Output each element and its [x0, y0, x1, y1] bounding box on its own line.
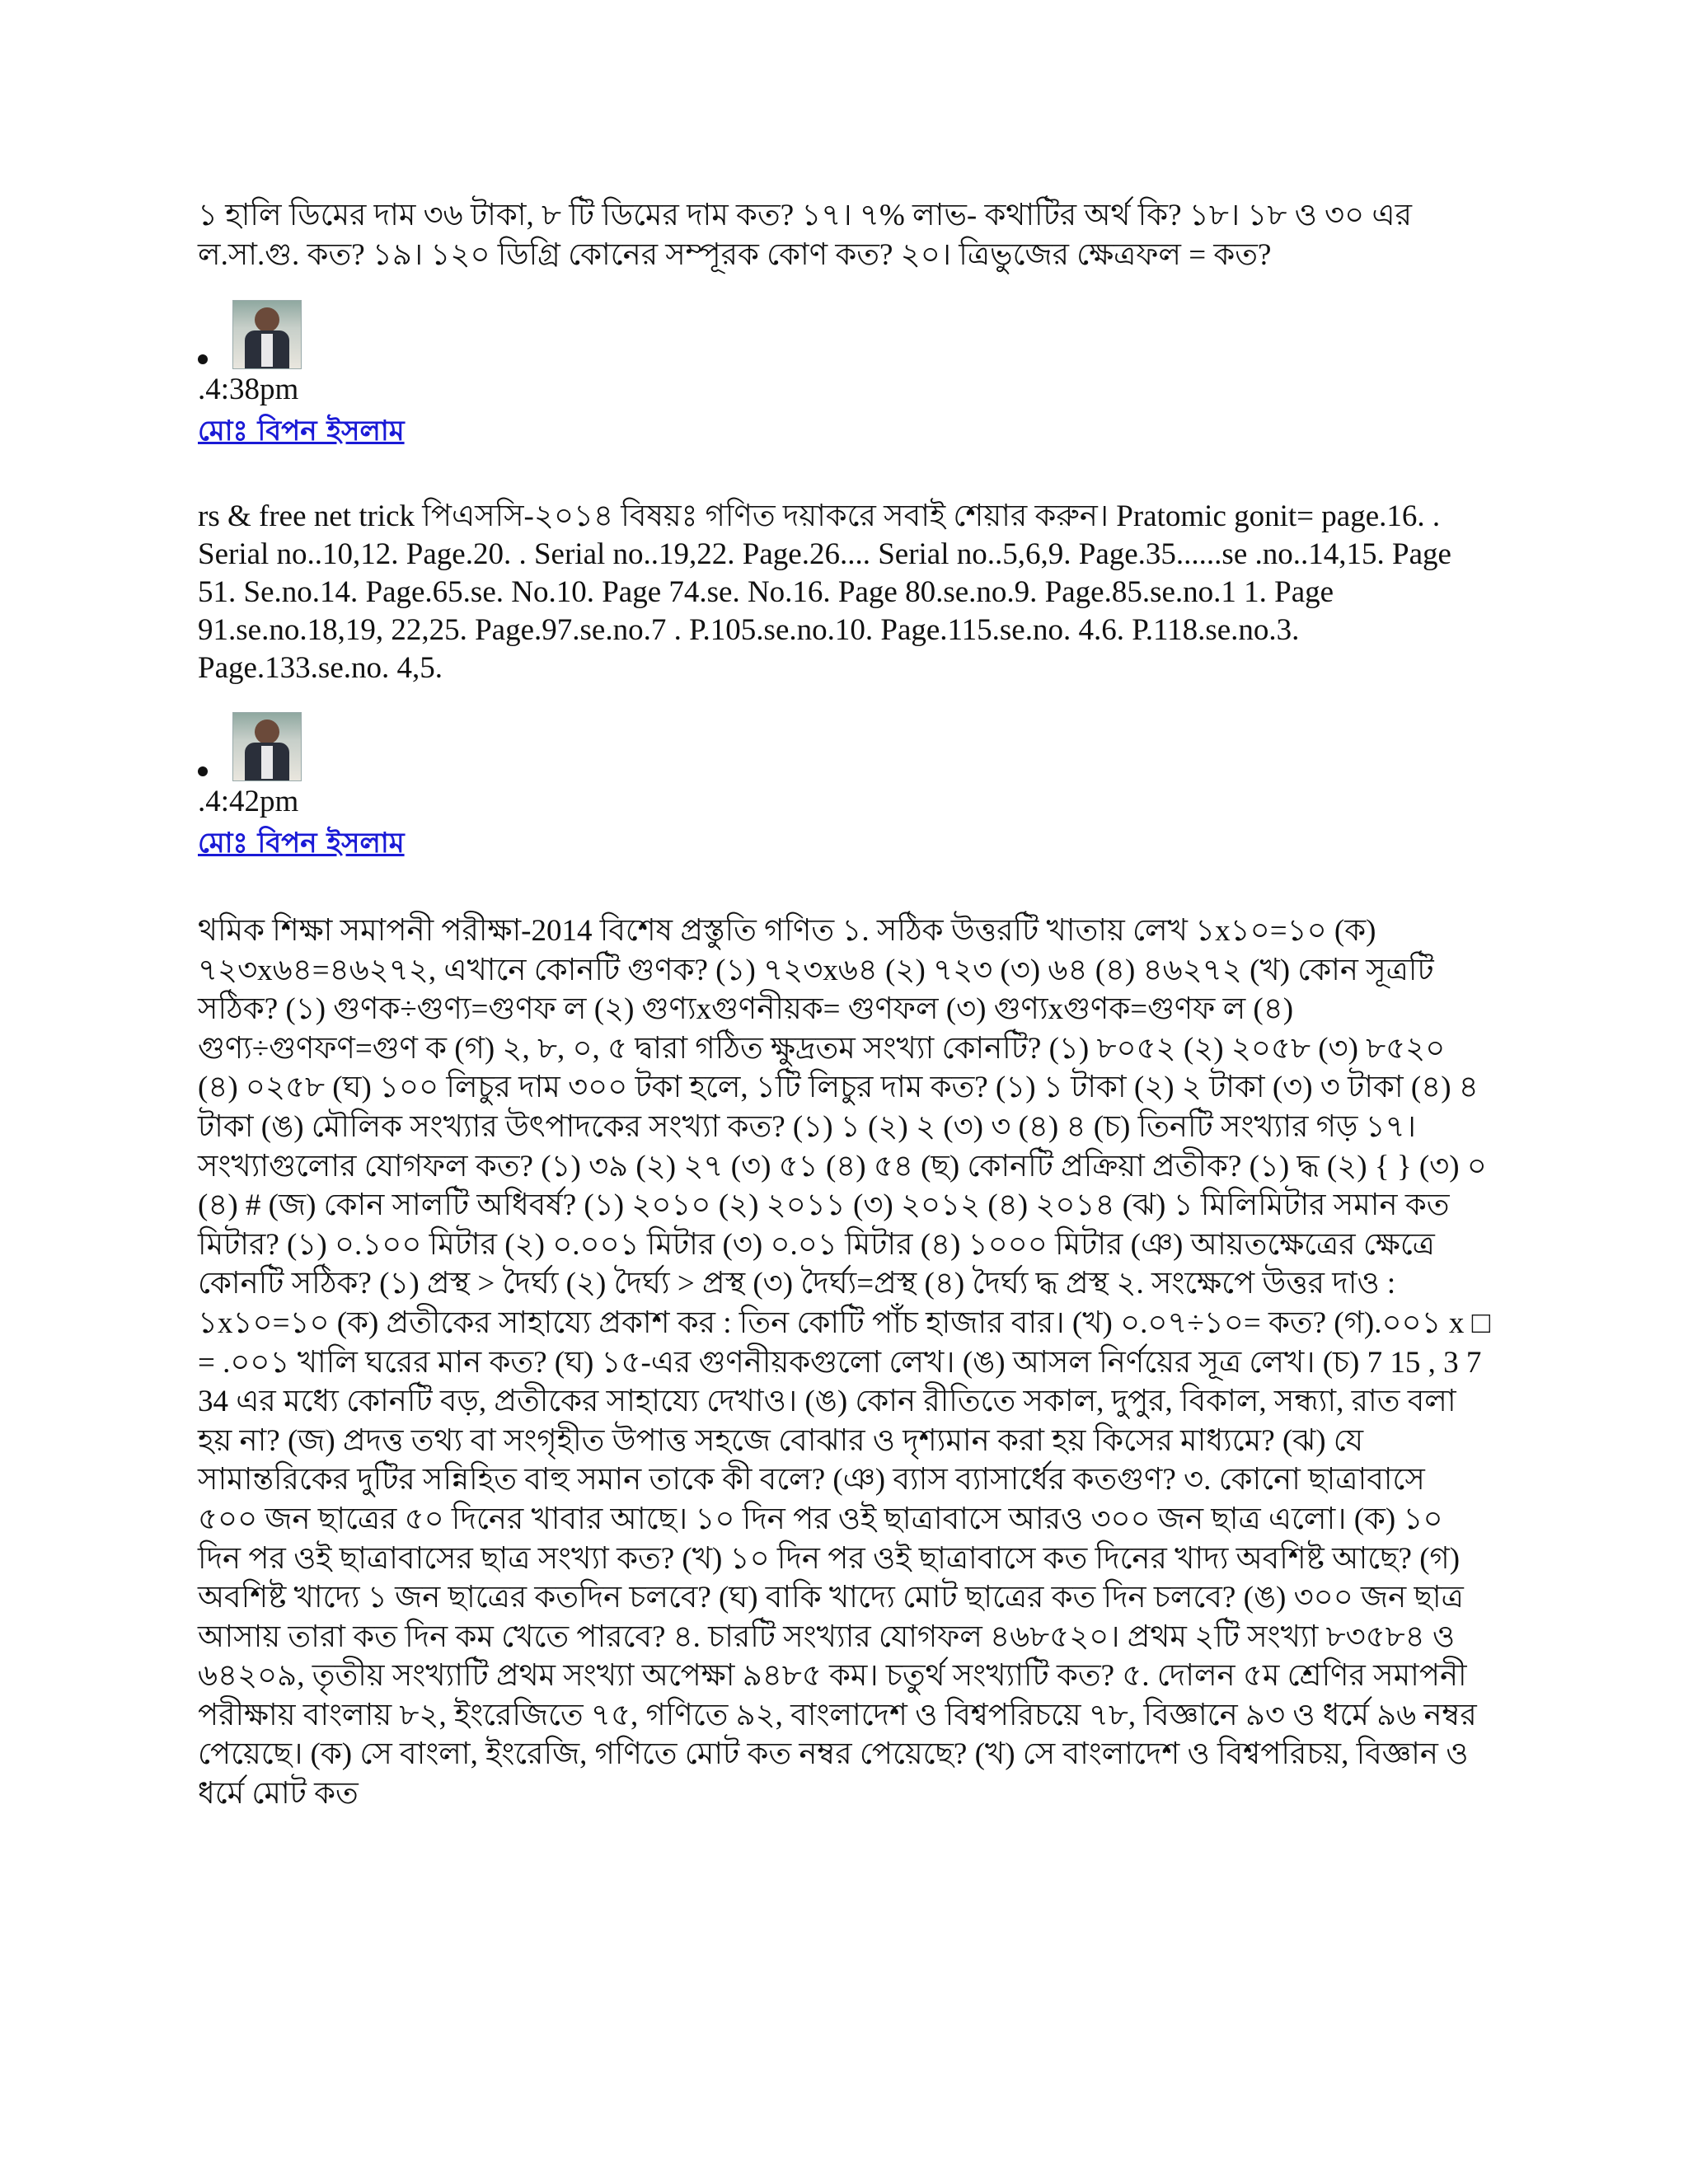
comment-time: .4:38pm — [198, 373, 299, 406]
comment-text: rs & free net trick পিএসসি-২০১৪ বিষয়ঃ গণিত দয়াকরে সবাই শেয়ার করুন। Pratomic gonit= page.16. . Serial no..10,12. Page.20. . Serial no..19,22. Page.26.... Serial no..5,6,9. Page.35......se .no..14,15. Page 51. Se.no.14. Page.65.se. No.10. Page 74.se. No.16. Page 80.se.no.9. Page.85.se.no.1 1. Page 91.se.no.18,19, 22,25. Page.97.se.no.7 . P.105.se.no.10. Page.115.se.no. 4.6. P.118.se.no.3. Page.133.se.no. 4,5. — [198, 499, 1451, 685]
comment-header — [198, 298, 1490, 369]
document-page — [198, 196, 1490, 1814]
comment-text: থমিক শিক্ষা সমাপনী পরীক্ষা-2014 বিশেষ প্রস্তুতি গণিত ১. সঠিক উত্তরটি খাতায় লেখ ১x১০=১০ (ক) ৭২৩x৬৪=৪৬২৭২, এখানে কোনটি গুণক? (১) ৭২৩x৬৪ (২) ৭২৩ (৩) ৬৪ (৪) ৪৬২৭২ (খ) কোন সূত্রটি সঠিক? (১) গুণক÷গুণ্য=গুণফ ল (২) গুণ্যxগুণনীয়ক= গুণফল (৩) গুণ্যxগুণক=গুণফ ল (৪) গুণ্য÷গুণফণ=গুণ ক (গ) ২, ৮, ০, ৫ দ্বারা গঠিত ক্ষুদ্রতম সংখ্যা কোনটি? (১) ৮০৫২ (২) ২০৫৮ (৩) ৮৫২০ (৪) ০২৫৮ (ঘ) ১০০ লিচুর দাম ৩০০ টকা হলে, ১টি লিচুর দাম কত? (১) ১ টাকা (২) ২ টাকা (৩) ৩ টাকা (৪) ৪ টাকা (ঙ) মৌলিক সংখ্যার উৎপাদকের সংখ্যা কত? (১) ১ (২) ২ (৩) ৩ (৪) ৪ (চ) তিনটি সংখ্যার গড় ১৭। সংখ্যাগুলোর যোগফল কত? (১) ৩৯ (২) ২৭ (৩) ৫১ (৪) ৫৪ (ছ) কোনটি প্রক্রিয়া প্রতীক? (১) দ্ধ (২) { } (৩) ০ (৪) # (জ) কোন সালটি অধিবর্ষ? (১) ২০১০ (২) ২০১১ (৩) ২০১২ (৪) ২০১৪ (ঝ) ১ মিলিমিটার সমান কত মিটার? (১) ০.১০০ মিটার (২) ০.০০১ মিটার (৩) ০.০১ মিটার (৪) ১০০০ মিটার (ঞ) আয়তক্ষেত্রের ক্ষেত্রে কোনটি সঠিক? (১) প্রস্থ > দৈর্ঘ্য (২) দৈর্ঘ্য > প্রস্থ (৩) দৈর্ঘ্য=প্রস্থ (৪) দৈর্ঘ্য দ্ধ প্রস্থ ২. সংক্ষেপে উত্তর দাও : ১x১০=১০ (ক) প্রতীকের সাহায্যে প্রকাশ কর : তিন কোটি পাঁচ হাজার বার। (খ) ০.০৭÷১০= কত? (গ).০০১ x □ = .০০১ খালি ঘরের মান কত? (ঘ) ১৫-এর গুণনীয়কগুলো লেখ। (ঙ) আসল নির্ণয়ের সূত্র লেখ। (চ) 7 15 , 3 7 34 এর মধ্যে কোনটি বড়, প্রতীকের সাহায্যে দেখাও। (ঙ) কোন রীতিতে সকাল, দুপুর, বিকাল, সন্ধ্যা, রাত বলা হয় না? (জ) প্রদত্ত তথ্য বা সংগৃহীত উপাত্ত সহজে বোঝার ও দৃশ্যমান করা হয় কিসের মাধ্যমে? (ঝ) যে সামান্তরিকের দুটির সন্নিহিত বাহু সমান তাকে কী বলে? (ঞ) ব্যাস ব্যাসার্ধের কতগুণ? ৩. কোনো ছাত্রাবাসে ৫০০ জন ছাত্রের ৫০ দিনের খাবার আছে। ১০ দিন পর ওই ছাত্রাবাসে আরও ৩০০ জন ছাত্র এলো। (ক) ১০ দিন পর ওই ছাত্রাবাসের ছাত্র সংখ্যা কত? (খ) ১০ দিন পর ওই ছাত্রাবাসে কত দিনের খাদ্য অবশিষ্ট আছে? (গ) অবশিষ্ট খাদ্যে ১ জন ছাত্রের কতদিন চলবে? (ঘ) বাকি খাদ্যে মোট ছাত্রের কত দিন চলবে? (ঙ) ৩০০ জন ছাত্র আসায় তারা কত দিন কম খেতে পারবে? ৪. চারটি সংখ্যার যোগফল ৪৬৮৫২০। প্রথম ২টি সংখ্যা ৮৩৫৮৪ ও ৬৪২০৯, তৃতীয় সংখ্যাটি প্রথম সংখ্যা অপেক্ষা ৯৪৮৫ কম। চতুর্থ সংখ্যাটি কত? ৫. দোলন ৫ম শ্রেণির সমাপনী পরীক্ষায় বাংলায় ৮২, ইংরেজিতে ৭৫, গণিতে ৯২, বাংলাদেশ ও বিশ্বপরিচয়ে ৭৮, বিজ্ঞানে ৯৩ ও ধর্মে ৯৬ নম্বর পেয়েছে। (ক) সে বাংলা, ইংরেজি, গণিতে মোট কত নম্বর পেয়েছে? (খ) সে বাংলাদেশ ও বিশ্বপরিচয়, বিজ্ঞান ও ধর্মে মোট কত — [198, 914, 1490, 1811]
comment-header — [198, 710, 1490, 781]
author-link[interactable]: মোঃ বিপন ইসলাম — [198, 827, 405, 860]
avatar[interactable] — [232, 300, 302, 369]
avatar[interactable] — [232, 712, 302, 781]
comment-2 — [198, 710, 1490, 1814]
intro-paragraph: ১ হালি ডিমের দাম ৩৬ টাকা, ৮ টি ডিমের দাম কত? ১৭। ৭% লাভ- কথাটির অর্থ কি? ১৮। ১৮ ও ৩০ এর ল.সা.গু. কত? ১৯। ১২০ ডিগ্রি কোনের সম্পূরক কোণ কত? ২০। ত্রিভুজের ক্ষেত্রফল = কত? — [198, 199, 1412, 272]
bullet-icon — [198, 766, 208, 776]
comment-time: .4:42pm — [198, 785, 299, 818]
comment-1 — [198, 298, 1490, 687]
author-link[interactable]: মোঃ বিপন ইসলাম — [198, 415, 405, 448]
bullet-icon — [198, 354, 208, 364]
